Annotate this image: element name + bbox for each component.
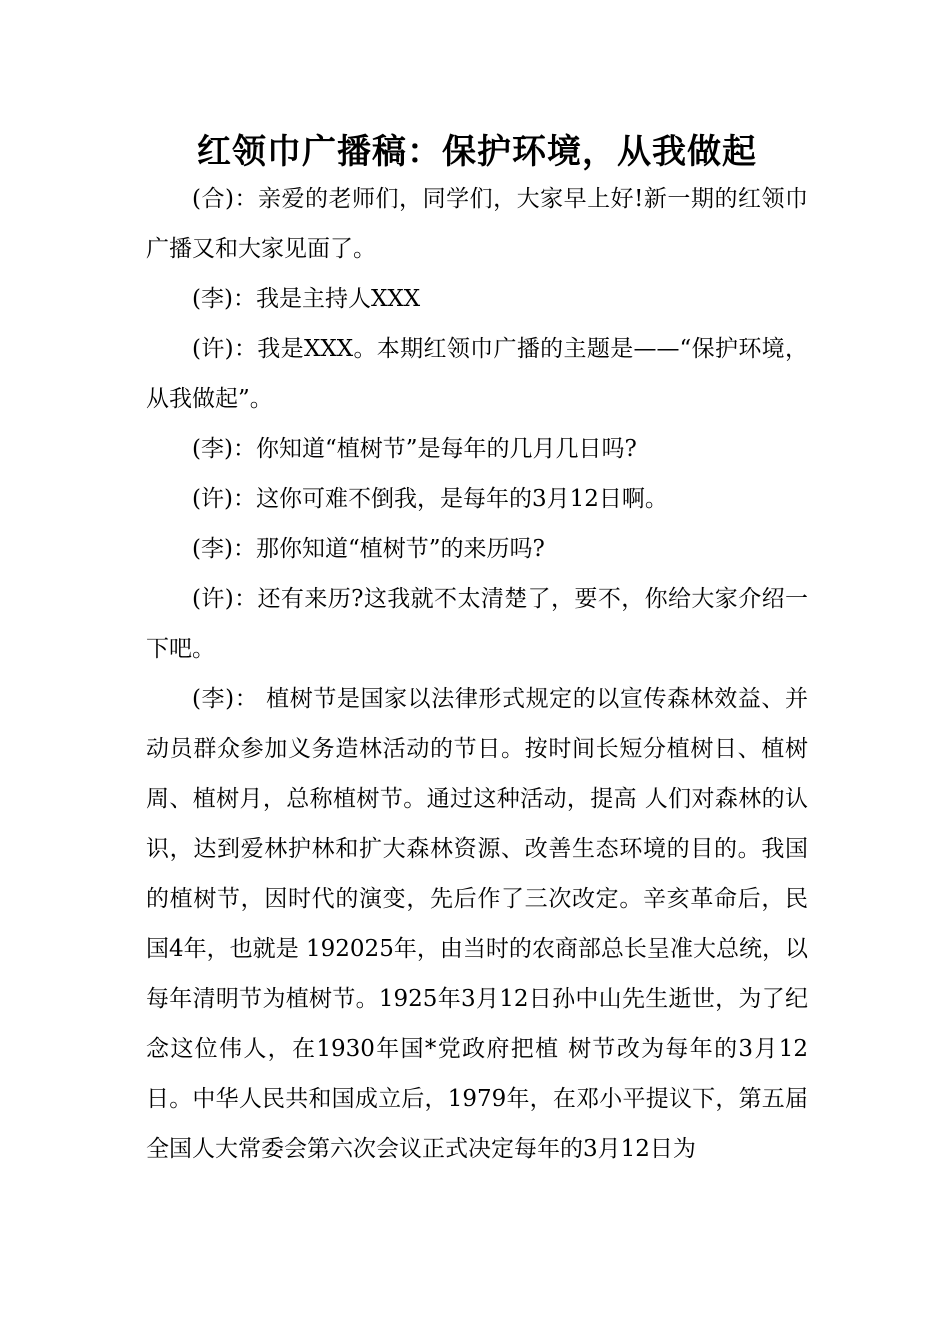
document-title: 红领巾广播稿：保护环境，从我做起 <box>197 132 757 172</box>
paragraph-history: (李)： 植树节是国家以法律形式规定的以宣传森林效益、并动员群众参加义务造林活动的节日。按时间长短分植树日、植树周、植树月，总称植树节。通过这种活动，提高 人们对森林的认识，达到爱林护林和扩大森林资源、改善生态环境的目的。我国的植树节，因时代的演变，先后作了三次改定。辛亥革命后，民国4年，也就是 192025年，由当时的农商部总长呈准大总统，以每年清明节为植树节。1925年3月12日孙中山先生逝世，为了纪念这位伟人，在1930年国*党政府把植 树节改为每年的3月12日。中华人民共和国成立后，1979年，在邓小平提议下，第五届全国人大常委会第六次会议正式决定每年的3月12日为 <box>146 686 808 1162</box>
paragraph-answer-date: (许)：这你可难不倒我，是每年的3月12日啊。 <box>192 486 668 512</box>
paragraph-host-xu-intro: (许)：我是XXX。本期红领巾广播的主题是——“保护环境，从我做起”。 <box>146 336 808 412</box>
paragraph-greeting: (合)：亲爱的老师们，同学们，大家早上好!新一期的红领巾广播又和大家见面了。 <box>146 186 808 262</box>
document-body <box>146 174 808 1174</box>
paragraph-request-intro: (许)：还有来历?这我就不太清楚了，要不，你给大家介绍一下吧。 <box>146 586 808 662</box>
paragraph-question-date: (李)：你知道“植树节”是每年的几月几日吗? <box>192 436 637 462</box>
paragraph-host-li-intro: (李)：我是主持人XXX <box>192 286 421 312</box>
paragraph-question-origin: (李)：那你知道“植树节”的来历吗? <box>192 536 545 562</box>
